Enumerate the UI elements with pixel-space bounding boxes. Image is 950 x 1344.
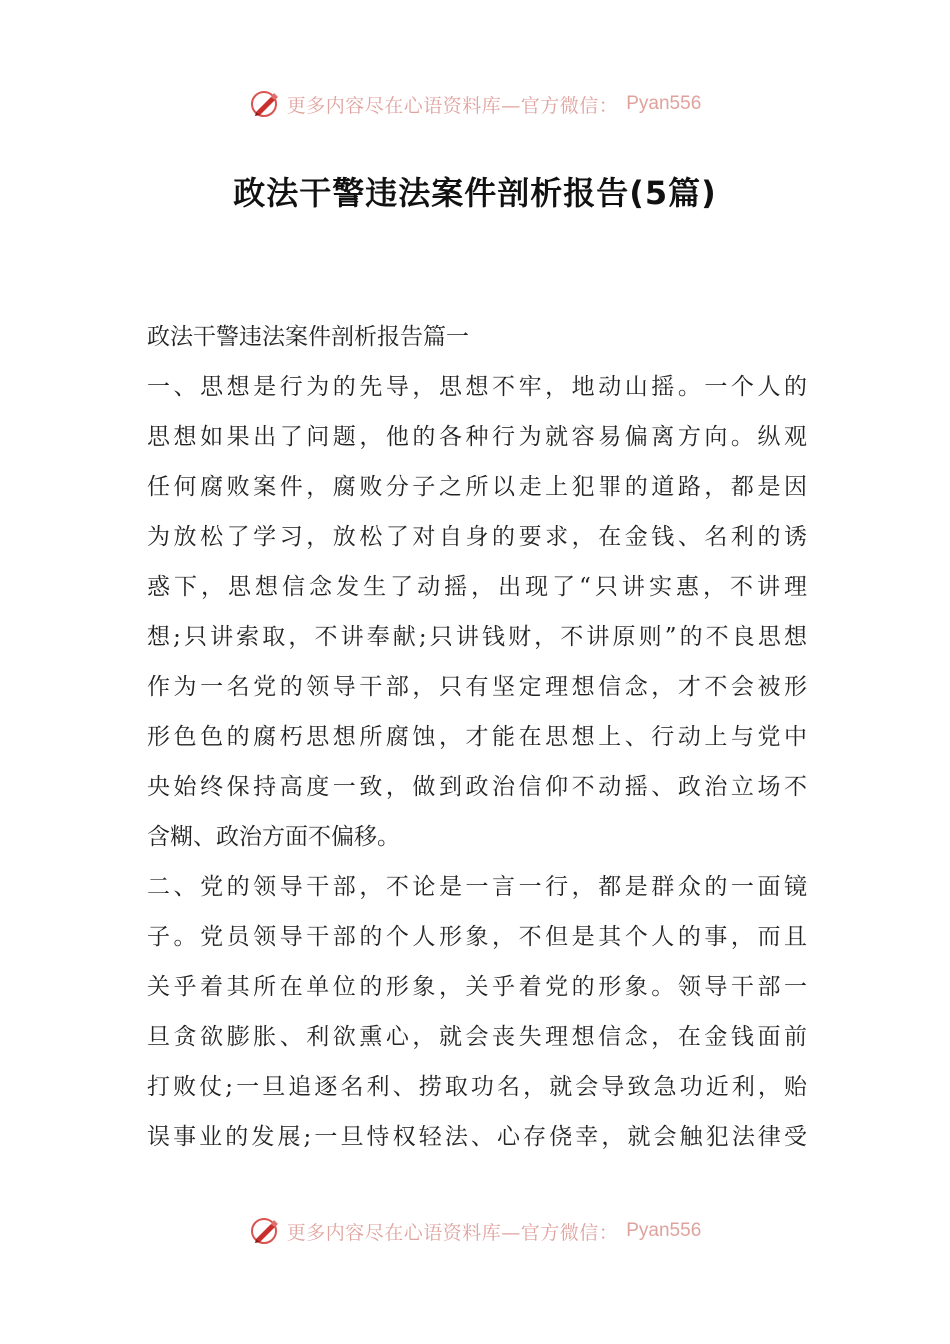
document-body (147, 312, 807, 1162)
pen-logo-icon (249, 88, 281, 120)
watermark-text: 更多内容尽在心语资料库—官方微信： (286, 94, 619, 117)
text-line: 想;只讲索取，不讲奉献;只讲钱财，不讲原则”的不良思想 (147, 624, 807, 650)
header-watermark (0, 84, 950, 124)
text-line: 任何腐败案件，腐败分子之所以走上犯罪的道路，都是因 (147, 474, 807, 500)
watermark-wechat-id: Pyan556 (626, 1220, 702, 1241)
text-line: 一、思想是行为的先导，思想不牢，地动山摇。一个人的 (147, 374, 807, 400)
text-line: 为放松了学习，放松了对自身的要求，在金钱、名利的诱 (147, 524, 807, 550)
text-line: 惑下，思想信念发生了动摇，出现了“只讲实惠，不讲理 (147, 574, 807, 600)
watermark-wechat-id: Pyan556 (626, 93, 702, 114)
text-line: 形色色的腐朽思想所腐蚀，才能在思想上、行动上与党中 (147, 724, 807, 750)
text-line: 作为一名党的领导干部，只有坚定理想信念，才不会被形 (147, 674, 807, 700)
text-line: 含糊、政治方面不偏移。 (147, 824, 400, 850)
pen-logo-icon (249, 1215, 281, 1247)
text-line: 政法干警违法案件剖析报告篇一 (147, 324, 469, 350)
text-line: 子。党员领导干部的个人形象，不但是其个人的事，而且 (147, 924, 807, 950)
text-line: 旦贪欲膨胀、利欲熏心，就会丧失理想信念，在金钱面前 (147, 1024, 807, 1050)
text-line: 打败仗;一旦追逐名利、捞取功名，就会导致急功近利，贻 (147, 1074, 807, 1100)
text-line: 关乎着其所在单位的形象，关乎着党的形象。领导干部一 (147, 974, 807, 1000)
text-line: 思想如果出了问题，他的各种行为就容易偏离方向。纵观 (147, 424, 807, 450)
text-line: 二、党的领导干部，不论是一言一行，都是群众的一面镜 (147, 874, 807, 900)
footer-watermark (0, 1211, 950, 1251)
text-line: 央始终保持高度一致，做到政治信仰不动摇、政治立场不 (147, 774, 807, 800)
text-line: 误事业的发展;一旦恃权轻法、心存侥幸，就会触犯法律受 (147, 1124, 807, 1150)
document-title: 政法干警违法案件剖析报告(5篇) (233, 174, 717, 212)
watermark-text: 更多内容尽在心语资料库—官方微信： (286, 1221, 619, 1244)
